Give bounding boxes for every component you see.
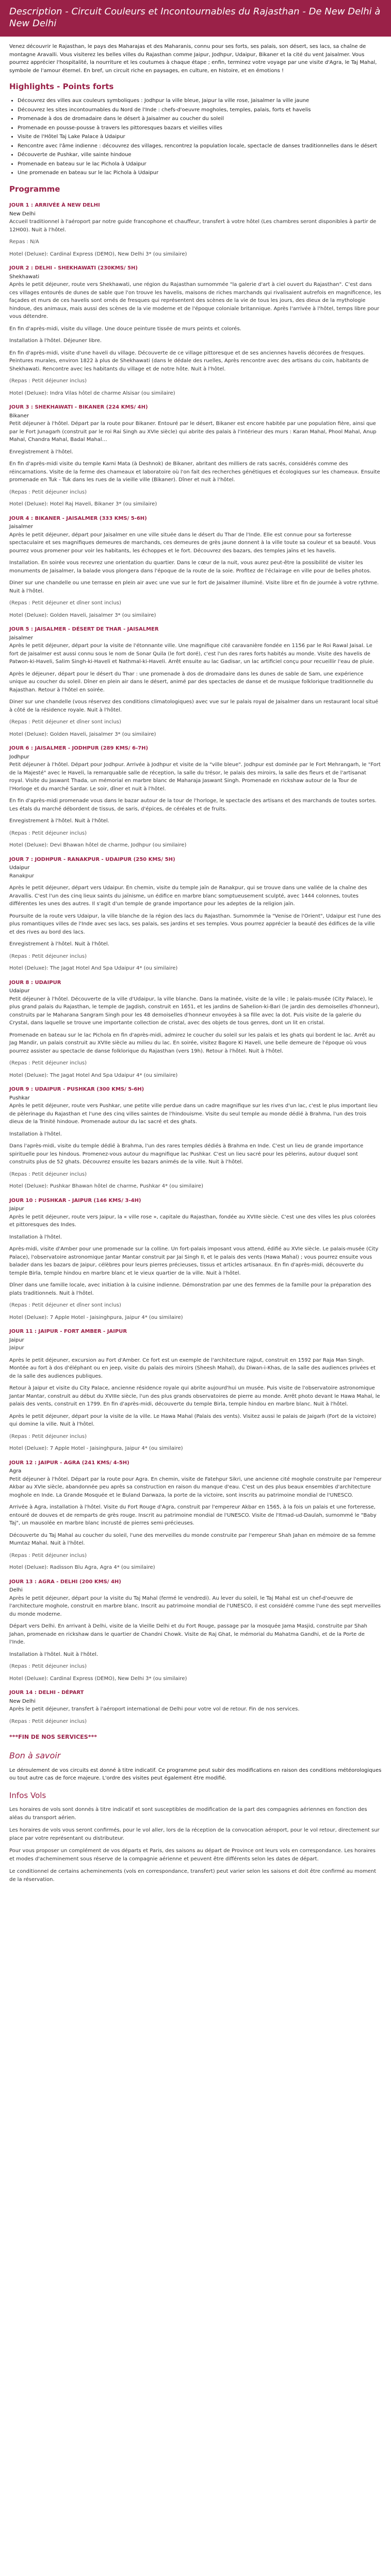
highlight-item: • Une promenade en bateau sur le lac Pichola à Udaipur <box>18 169 382 177</box>
day-hotel: Hotel (Deluxe): The Jagat Hotel And Spa Udaipur 4* (ou similaire) <box>9 965 178 971</box>
day-location: Bikaner <box>9 413 29 419</box>
day-paragraph: Après le petit déjeuner, excursion au Fort d'Amber. Ce fort est un exemple de l'architecture rajput, construit en 1592 par Raja Man Singh. Montée au fort à dos d'éléphant ou en jeep, visite du palais des miroirs (Sheesh Mahal), du Diwan-i-Khas, de la salle des audiences privées et de la salle des audiences publiques. <box>9 1357 376 1379</box>
day-heading: JOUR 4 : BIKANER - JAISALMER (333 KMS/ 5-6H) <box>9 515 147 521</box>
day-meals: (Repas : Petit déjeuner inclus) <box>9 1664 87 1669</box>
day-description <box>9 761 382 825</box>
day-heading: JOUR 10 : PUSHKAR - JAIPUR (146 KMS/ 3-4H) <box>9 1197 141 1204</box>
day-paragraph: Après le petit déjeuner, départ pour Jaisalmer en une ville située dans le désert du Thar de l'Inde. Elle est connue pour sa forteresse spectaculaire et ses magnifiques demeures de marchands, ces demeures de grès jaune donnent à la ville toute sa couleur et sa beauté. Vous pourrez vous promener pour voir les habitants, les échoppes et le fort. Découvrez des bazars, des temples jaïns et les havelis. <box>9 532 376 554</box>
day-meals: (Repas : Petit déjeuner inclus) <box>9 830 87 836</box>
end-of-services-note: ***FIN DE NOS SERVICES*** <box>9 1734 97 1740</box>
day-hotel: Hotel (Deluxe): Cardinal Express (DEMO), New Delhi 3* (ou similaire) <box>9 1675 187 1682</box>
day-paragraph: Ranakpur <box>9 873 34 879</box>
day-block <box>9 515 382 620</box>
day-hotel: Hotel (Deluxe): Cardinal Express (DEMO), New Delhi 3* (ou similaire) <box>9 251 187 257</box>
day-location: Delhi <box>9 1587 23 1593</box>
day-paragraph: Dîner dans une famille locale, avec initiation à la cuisine indienne. Démonstration par une des femmes de la famille pour la préparation des plats traditionnels. Nuit à l'hôtel. <box>9 1282 371 1296</box>
day-hotel: Hotel (Deluxe): Golden Haveli, Jaisalmer 3* (ou similaire) <box>9 731 156 737</box>
day-description <box>9 281 382 373</box>
flight-info-title: Infos Vols <box>9 1790 46 1800</box>
day-meals: (Repas : Petit déjeuner et dîner sont inclus) <box>9 600 121 606</box>
day-hotel: Hotel (Deluxe): Pushkar Bhawan hôtel de charme, Pushkar 4* (ou similaire) <box>9 1183 203 1189</box>
day-paragraph: Départ vers Delhi. En arrivant à Delhi, visite de la Vieille Delhi et du Fort Rouge, passage par la mosquée Jama Masjid, construite par Shah Jahan, promenade en rickshaw dans le quartier de Chandni Chowk. Visite de Raj Ghat, le mémorial du Mahatma Gandhi, et de la Porte de l'Inde. <box>9 1623 368 1645</box>
flight-info-paragraph: Les horaires de vols vous seront confirmés, pour le vol aller, lors de la réception de la convocation aéroport, pour le vol retour, directement sur place par votre représentant ou distributeur. <box>9 1827 380 1841</box>
day-hotel: Hotel (Deluxe): The Jagat Hotel And Spa Udaipur 4* (ou similaire) <box>9 1072 178 1078</box>
day-block <box>9 856 382 973</box>
day-location: Shekhawati <box>9 274 40 280</box>
day-hotel: Hotel (Deluxe): 7 Apple Hotel - Jaisinghpura, Jaipur 4* (ou similaire) <box>9 1446 183 1451</box>
day-paragraph: Installation à l'hôtel. Nuit à l'hôtel. <box>9 1651 99 1657</box>
day-paragraph: En fin d'après-midi, visite d'une haveli du village. Découverte de ce village pittoresque et de ses anciennes havelis décorées de fresques. Peintures murales, environ 1822 à plus de Shekhawati (dans le dédale des ruelles, Après rencontre avec des artisans du coin, habitants de Shekhawati. Rencontre avec les habitants du village et de notre hôte. Nuit à l'hôtel. <box>9 350 369 372</box>
day-meals: (Repas : Petit déjeuner inclus) <box>9 1171 87 1177</box>
day-paragraph: Jaipur <box>9 1345 24 1351</box>
day-heading: JOUR 8 : UDAIPUR <box>9 979 61 986</box>
day-paragraph: Petit déjeuner à l'hôtel. Départ par la route pour Agra. En chemin, visite de Fatehpur Sikri, une ancienne cité moghole construite par l'empereur Akbar au XVIe siècle, abandonnée peu après sa construction en raison du manque d'eau. C'est un des plus beaux ensembles d'architecture moghole en Inde. La Grande Mosquée et le Buland Darwaza, la porte de la victoire, sont inscrits au patrimoine mondial de l'UNESCO. <box>9 1476 382 1498</box>
day-paragraph: Poursuite de la route vers Udaipur, la ville blanche de la région des lacs du Rajasthan. Surnommée la "Venise de l'Orient", Udaipur est l'une des plus romantiques villes de l'Inde avec ses lacs, ses palais, ses jardins et ses temples. Vous pourrez apprécier la beauté des édifices de la ville et des rives au bord des lacs. <box>9 913 381 935</box>
day-description <box>9 642 382 714</box>
day-heading: JOUR 6 : JAISALMER - JODHPUR (289 KMS/ 6-7H) <box>9 745 149 751</box>
good-to-know-text: Le déroulement de vos circuits est donné à titre indicatif. Ce programme peut subir des modifications en raison des conditions météorologiques ou tout autre cas de force majeure. L'ordre des visites peut également être modifié. <box>9 1767 382 1782</box>
day-heading: JOUR 1 : ARRIVÉE À NEW DELHI <box>9 202 100 208</box>
day-location: Pushkar <box>9 1095 30 1101</box>
day-paragraph: Enregistrement à l'hôtel. Nuit à l'hôtel. <box>9 818 109 824</box>
day-paragraph: En fin d'après-midi promenade vous dans le bazar autour de la tour de l'horloge, le spectacle des artisans et des marchands de toutes sortes. Les étals du marché débordent de tissus, de saris, d'épices, de céréales et de fruits. <box>9 798 377 812</box>
day-paragraph: Arrivée à Agra, installation à l'hôtel. Visite du Fort Rouge d'Agra, construit par l'empereur Akbar en 1565, à la fois un palais et une forteresse, entouré de douves et de remparts de grès rouge. Inscrit au patrimoine mondial de l'UNESCO. Visite de l'Itmad-ud-Daulah, surnommé le "Baby Taj", un mausolée en marbre blanc incrusté de pierres semi-précieuses. <box>9 1504 377 1526</box>
day-paragraph: Après le petit déjeuner, route vers Jaipur, la « ville rose », capitale du Rajasthan, fondée au XVIIIe siècle. C'est une des villes les plus colorées et pittoresques des Indes. <box>9 1214 376 1228</box>
highlight-item: • Rencontre avec l'âme indienne : découvrez des villages, rencontrez la population locale, spectacle de danses traditionnelles dans le désert <box>18 142 382 150</box>
day-heading: JOUR 14 : DELHI - DÉPART <box>9 1690 84 1696</box>
day-meals: (Repas : Petit déjeuner inclus) <box>9 1552 87 1558</box>
highlight-item: • Découvrez les sites incontournables du Nord de l'Inde : chefs-d'oeuvre mogholes, temples, palais, forts et havelis <box>18 106 382 114</box>
day-paragraph: Petit déjeuner à l'hôtel. Départ par la route pour Bikaner. Entouré par le désert, Bikaner est encore habitée par une population fière, ainsi que par le Fort Junagarh (construit par le roi Rai Singh au XVIe siècle) qui abrite des palais à l'intérieur des murs : Karan Mahal, Phool Mahal, Anup Mahal, Chandra Mahal, Badal Mahal… <box>9 421 377 443</box>
day-location: Jaisalmer <box>9 524 33 530</box>
day-meals: (Repas : Petit déjeuner et dîner sont inclus) <box>9 719 121 725</box>
highlights-title: Highlights - Points forts <box>9 82 114 91</box>
day-paragraph: En fin d'après-midi, visite du village. Une douce peinture tissée de murs peints et colorés. <box>9 326 241 332</box>
day-block <box>9 1459 382 1572</box>
day-block <box>9 1197 382 1322</box>
day-paragraph: Après le petit déjeuner, départ vers Udaipur. En chemin, visite du temple jaïn de Ranakpur, qui se trouve dans une vallée de la chaîne des Aravallis. C'est l'un des cinq lieux saints du jaïnisme, un édifice en marbre blanc somptueusement sculpté, avec 1444 colonnes, toutes différentes les unes des autres. Il s'agit d'un temple de grande importance pour les adeptes de la religion jaïn. <box>9 885 367 907</box>
day-paragraph: Promenade en bateau sur le lac Pichola en fin d'après-midi, admirez le coucher du soleil sur les palais et les ghats qui bordent le lac. Arrêt au Jag Mandir, un palais construit au XVIIe siècle au milieu du lac. En soirée, visitez Bagore Ki Haveli, une belle demeure de l'époque où vous pourrez assister au spectacle de danse folklorique du Rajasthan (vers 19h). Retour à l'hôtel. Nuit à l'hôtel. <box>9 1032 376 1054</box>
day-heading: JOUR 2 : DELHI - SHEKHAWATI (230KMS/ 5H) <box>9 265 138 271</box>
day-meals: (Repas : Petit déjeuner inclus) <box>9 953 87 959</box>
day-description <box>9 872 382 948</box>
day-description <box>9 1102 382 1166</box>
highlight-item: • Découverte de Pushkar, ville sainte hindoue <box>18 151 382 159</box>
day-description <box>9 531 382 596</box>
flight-info-paragraph: Les horaires de vols sont donnés à titre indicatif et sont susceptibles de modification de la part des compagnies aériennes en fonction des aléas du transport aérien. <box>9 1807 367 1821</box>
day-heading: JOUR 11 : JAIPUR - FORT AMBER - JAIPUR <box>9 1329 127 1334</box>
day-heading: JOUR 7 : JODHPUR - RANAKPUR - UDAIPUR (250 KMS/ 5H) <box>9 856 175 862</box>
day-paragraph: Installation. En soirée vous recevrez une orientation du quartier. Dans le cœur de la nuit, vous aurez peut-être la possibilité de visiter les monuments de Jaisalmer, la balade vous plongera dans l'époque de la route de la soie. Profitez de l'éclairage en ville pour de belles photos. <box>9 560 371 574</box>
page-title: Description - Circuit Couleurs et Incontournables du Rajasthan - De New Delhi à New Delhi <box>9 6 381 29</box>
day-description <box>9 420 382 484</box>
day-paragraph: Petit déjeuner à l'hôtel. Départ pour Jodhpur. Arrivée à Jodhpur et visite de la "ville bleue". Jodhpur est dominée par le Fort Mehrangarh, le "Fort de la Majesté" avec le Haveli, la remarquable salle de réception, la salle du trésor, le palais des miroirs, la salle des fleurs et de l'artisanat royal. Visite du Jaswant Thada, un mémorial en marbre blanc de Maharaja Jaswant Singh. Promenade en rickshaw autour de la Tour de l'Horloge et du marché Sardar. Le soir, dîner et nuit à l'hôtel. <box>9 762 381 792</box>
day-block <box>9 1086 382 1191</box>
day-block <box>9 979 382 1080</box>
day-location: Jaisalmer <box>9 635 33 641</box>
highlight-item: • Promenade à dos de dromadaire dans le désert à Jaisalmer au coucher du soleil <box>18 115 382 123</box>
program-title: Programme <box>9 184 60 194</box>
day-meals: (Repas : Petit déjeuner inclus) <box>9 1433 87 1439</box>
day-block <box>9 264 382 397</box>
day-location: New Delhi <box>9 1698 36 1704</box>
day-paragraph: Enregistrement à l'hôtel. <box>9 449 73 455</box>
highlights-list <box>9 97 382 177</box>
highlight-item: • Découvrez des villes aux couleurs symboliques : Jodhpur la ville bleue, Jaipur la ville rose, Jaisalmer la ville jaune <box>18 97 382 105</box>
day-location: Udaipur <box>9 865 30 871</box>
day-paragraph: Installation à l'hôtel. Déjeuner libre. <box>9 338 102 344</box>
day-heading: JOUR 5 : JAISALMER - DÉSERT DE THAR - JAISALMER <box>9 626 159 632</box>
day-meals: (Repas : Petit déjeuner inclus) <box>9 378 87 384</box>
day-paragraph: Découverte du Taj Mahal au coucher du soleil, l'une des merveilles du monde construite par l'empereur Shah Jahan en mémoire de sa femme Mumtaz Mahal. Nuit à l'hôtel. <box>9 1532 376 1546</box>
day-block <box>9 625 382 738</box>
day-block <box>9 201 382 258</box>
day-paragraph: Après le petit déjeuner, transfert à l'aéroport international de Delhi pour votre vol de retour. Fin de nos services. <box>9 1706 300 1712</box>
day-paragraph: Après le petit déjeuner, départ pour la visite de l'étonnante ville. Une magnifique cité caravanière fondée en 1156 par le Roi Rawal Jaisal. Le fort de Jaisalmer est aussi connu sous le nom de Sonar Quila (le fort doré), c'est l'un des rares forts habités au monde. Visite des havelis de Patwon-ki-Haveli, Salim Singh-ki-Haveli et Nathmal-ki-Haveli. Arrêt ensuite au lac Gadisar, un lac artificiel conçu pour recueillir l'eau de pluie. <box>9 643 374 665</box>
day-description <box>9 218 382 234</box>
day-paragraph: Après le petit déjeuner, route vers Shekhawati, une région du Rajasthan surnommée "la galerie d'art à ciel ouvert du Rajasthan". C'est dans ces villages entourés de dunes de sable que l'on trouve les havelis, maisons de riches marchands qui rivalisaient autrefois en magnificence, les façades et murs de ces havelis sont ornés de fresques qui représentent des scènes de la vie de tous les jours, des dieux de la mythologie hindoue, des animaux, mais aussi des scènes de la vie moderne et de l'époque coloniale britannique. Après l'arrivée à l'hôtel, temps libre pour vous détendre. <box>9 282 381 319</box>
day-hotel: Hotel (Deluxe): Hotel Raj Haveli, Bikaner 3* (ou similaire) <box>9 501 157 507</box>
day-block <box>9 403 382 509</box>
intro-paragraph: Venez découvrir le Rajasthan, le pays des Maharajas et des Maharanis, connu pour ses forts, ses palais, son désert, ses lacs, sa chaîne de montagne Aravalli. Vous visiterez les belles villes du Rajasthan comme Jaipur, Jodhpur, Udaipur, Bikaner et la cité du vent Jaisalmer. Vous pourrez apprécier l'hospitalité, la nourriture et les coutumes à chaque étape ; enfin, terminez votre voyage par une visite d'Agra, le Taj Mahal, symbole de l'amour éternel. En bref, un circuit riche en paysages, en culture, en histoire, et en émotions ! <box>9 44 377 74</box>
day-heading: JOUR 13 : AGRA - DELHI (200 KMS/ 4H) <box>9 1579 121 1585</box>
day-paragraph: Après le petit déjeuner, route vers Pushkar, une petite ville perdue dans un cadre magnifique sur les rives d'un lac, c'est le plus important lieu de pèlerinage du Rajasthan et l'une des cinq villes saintes de l'hindouisme. Visite du seul temple au monde dédié à Brahma, l'un des trois dieux de la Trinité hindoue. Promenade autour du lac sacré et des ghats. <box>9 1103 378 1125</box>
highlight-item: • Promenade en pousse-pousse à travers les pittoresques bazars et vieilles villes <box>18 124 382 132</box>
day-hotel: Hotel (Deluxe): Golden Haveli, Jaisalmer 3* (ou similaire) <box>9 612 156 618</box>
day-location: Jaipur <box>9 1337 24 1343</box>
program-days <box>9 201 382 1725</box>
main-content <box>0 37 391 1893</box>
title-banner <box>0 0 391 37</box>
day-meals: (Repas : Petit déjeuner inclus) <box>9 1718 87 1724</box>
day-block <box>9 1328 382 1453</box>
day-paragraph: Diner sur une chandelle ou une terrasse en plein air avec une vue sur le fort de Jaisalmer illuminé. Visite libre et fin de journée à votre rythme. Nuit à l'hôtel. <box>9 580 379 594</box>
good-to-know-title: Bon à savoir <box>9 1751 61 1761</box>
day-paragraph: Dans l'après-midi, visite du temple dédié à Brahma, l'un des rares temples dédiés à Brahma en Inde. C'est un lieu de grande importance spirituelle pour les hindous. Promenez-vous autour du magnifique lac Pushkar. C'est un lieu sacré pour les pèlerins, autour duquel sont construits plus de 52 ghats. Découvrez ensuite les bazars animés de la ville. Nuit à l'hôtel. <box>9 1143 364 1165</box>
flight-info-section <box>9 1806 382 1884</box>
day-paragraph: Installation à l'hôtel. <box>9 1131 62 1137</box>
day-location: Udaipur <box>9 988 30 994</box>
day-description <box>9 1213 382 1298</box>
day-paragraph: Après le petit déjeuner, départ pour la visite de la ville. Le Hawa Mahal (Palais des vents). Visitez aussi le palais de Jaigarh (Fort de la victoire) qui domine la ville. Nuit à l'hôtel. <box>9 1413 377 1427</box>
day-paragraph: Après le petit déjeuner, départ pour la visite du Taj Mahal (fermé le vendredi). Au lever du soleil, le Taj Mahal est un chef-d'oeuvre de l'architecture moghole, construit en marbre blanc. Inscrit au patrimoine mondial de l'UNESCO, il est considéré comme l'une des sept merveilles du monde moderne. <box>9 1595 381 1617</box>
day-heading: JOUR 12 : JAIPUR - AGRA (241 KMS/ 4-5H) <box>9 1460 129 1466</box>
day-location: Jodhpur <box>9 754 29 760</box>
day-paragraph: Diner sur une chandelle (vous réservez des conditions climatologiques) avec vue sur le palais royal de Jaisalmer dans un restaurant local situé à côté de la résidence royale. Nuit à l'hôtel. <box>9 699 379 713</box>
day-meals: Repas : N/A <box>9 239 39 245</box>
day-paragraph: Accueil traditionnel à l'aéroport par notre guide francophone et chauffeur, transfert à votre hôtel (Les chambres seront disponibles à partir de 12H00). Nuit à l'hôtel. <box>9 219 377 233</box>
day-block <box>9 744 382 850</box>
day-paragraph: Après le déjeuner, départ pour le désert du Thar : une promenade à dos de dromadaire dans les dunes de sable de Sam, une expérience unique au coucher du soleil. Dîner en plein air dans le désert, animé par des spectacles de danse et de musique folklorique traditionnelle du Rajasthan. Retour à l'hôtel en soirée. <box>9 671 373 693</box>
day-block <box>9 1689 382 1725</box>
flight-info-paragraph: Pour vous proposer un complément de vos départs et Paris, des saisons au départ de Province ont leurs vols en correspondance. Les horaires et modes d'acheminement sous réserve de la compagnie aérienne et peuvent être différents selon les dates de départ. <box>9 1848 376 1862</box>
day-hotel: Hotel (Deluxe): 7 Apple Hotel - Jaisinghpura, Jaipur 4* (ou similaire) <box>9 1314 183 1320</box>
day-meals: (Repas : Petit déjeuner et dîner sont inclus) <box>9 1302 121 1308</box>
day-hotel: Hotel (Deluxe): Indra Vilas hôtel de charme Alsisar (ou similaire) <box>9 390 175 396</box>
day-description <box>9 1595 382 1659</box>
day-location: New Delhi <box>9 211 36 217</box>
day-paragraph: Installation à l'hôtel. <box>9 1234 62 1240</box>
day-heading: JOUR 9 : UDAIPUR - PUSHKAR (300 KMS/ 5-6H) <box>9 1087 144 1092</box>
day-description <box>9 1705 382 1714</box>
day-paragraph: Petit déjeuner à l'hôtel. Découverte de la ville d'Udaipur, la ville blanche. Dans la matinée, visite de la ville ; le palais-musée (City Palace), le plus grand palais du Rajasthan, le temple de Jagdish, construit en 1651, et les jardins de Sahelion-ki-Bari (le jardin des demoiselles d'honneur), construits par le Maharana Sangram Singh pour les 48 demoiselles d'honneur envoyées à sa fille avec la dot. Puis visite de la galerie du Crystal, dans laquelle se trouve une importante collection de cristal, avec des objets de tous genres, dont un lit en cristal. <box>9 996 380 1026</box>
day-heading: JOUR 3 : SHEKHAWATI - BIKANER (224 KMS/ 4H) <box>9 404 148 410</box>
day-description <box>9 1344 382 1429</box>
highlight-item: • Visite de l'Hôtel Taj Lake Palace à Udaipur <box>18 133 382 141</box>
day-hotel: Hotel (Deluxe): Radisson Blu Agra, Agra 4* (ou similaire) <box>9 1565 155 1570</box>
day-paragraph: Après-midi, visite d'Amber pour une promenade sur la colline. Un fort-palais imposant vous attend, édifié au XVIe siècle. Le palais-musée (City Palace), l'observatoire astronomique Jantar Mantar construit par Jai Singh II, et le palais des vents (Hawa Mahal) ; vous pourrez ensuite vous balader dans les bazars de Jaipur, célèbres pour leurs pierres précieuses, tissus et articles artisanaux. En fin d'après-midi, découverte du temple Birla, temple hindou en marbre blanc et le vieux quartier de la ville. Nuit à l'hôtel. <box>9 1246 379 1276</box>
day-block <box>9 1578 382 1683</box>
day-description <box>9 1476 382 1548</box>
day-location: Jaipur <box>9 1206 24 1212</box>
day-description <box>9 995 382 1056</box>
day-paragraph: Enregistrement à l'hôtel. Nuit à l'hôtel. <box>9 941 109 947</box>
day-hotel: Hotel (Deluxe): Devi Bhawan hôtel de charme, Jodhpur (ou similaire) <box>9 842 187 848</box>
day-meals: (Repas : Petit déjeuner inclus) <box>9 489 87 495</box>
day-paragraph: En fin d'après-midi visite du temple Karni Mata (à Deshnok) de Bikaner, abritant des milliers de rats sacrés, considérés comme des réincarnations. Visite de la ferme des chameaux et laboratoire où l'on fait des recherches génétiques et écologiques sur les chameaux. Ensuite promenade en Tuk - Tuk dans les rues de la vieille ville (Bikaner). Dîner et nuit à l'hôtel. <box>9 461 380 483</box>
highlight-item: • Promenade en bateau sur le lac Pichola à Udaipur <box>18 160 382 168</box>
flight-info-paragraph: Le conditionnel de certains acheminements (vols en correspondance, transfert) peut varier selon les saisons et doit être confirmé au moment de la réservation. <box>9 1869 377 1883</box>
day-paragraph: Retour à Jaipur et visite du City Palace, ancienne résidence royale qui abrite aujourd'hui un musée. Puis visite de l'observatoire astronomique Jantar Mantar, construit au début du XVIIIe siècle, l'un des plus grands observatoires de pierre au monde. Arrêt photo devant le Hawa Mahal, le palais des vents, construit en 1799. En fin d'après-midi, découverte du temple Birla, temple hindou en marbre blanc. Nuit à l'hôtel. <box>9 1385 380 1407</box>
day-meals: (Repas : Petit déjeuner inclus) <box>9 1060 87 1066</box>
day-location: Agra <box>9 1468 22 1474</box>
